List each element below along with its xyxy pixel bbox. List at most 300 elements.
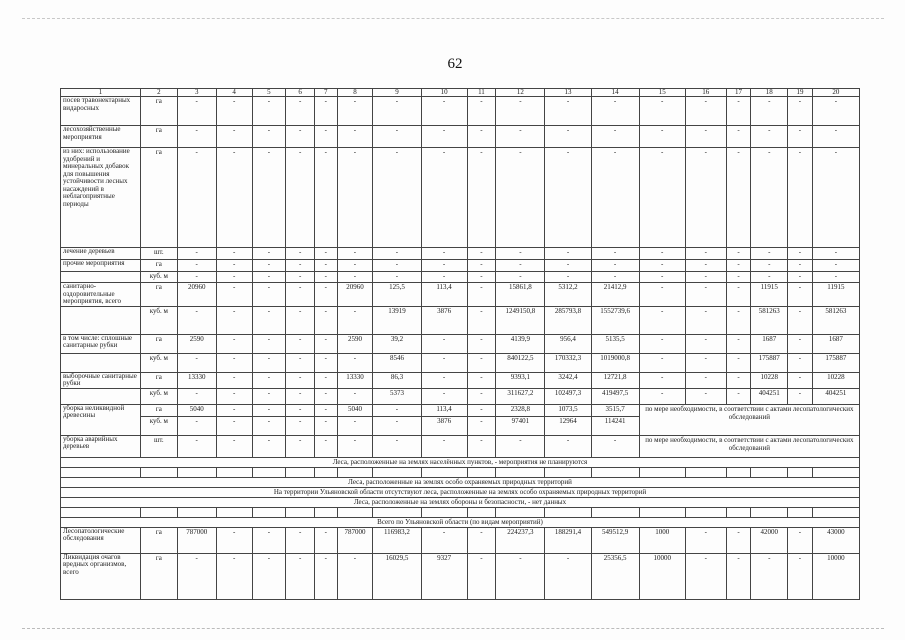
scan-edge-bottom [22,628,884,629]
value-cell: - [337,416,373,435]
value-cell: - [252,388,286,404]
blank-cell [639,507,685,517]
blank-cell [496,507,545,517]
blank-cell [685,467,726,477]
value-cell: - [177,126,216,148]
row-label: из них: использование удобрений и минеральных добавок для повышения устойчивости лесных насаждений в неблагоприятные периоды [61,148,141,248]
blank-cell [373,507,421,517]
unit-cell: шт. [140,435,177,457]
value-cell: - [373,148,421,248]
value-cell: - [315,260,338,272]
value-cell: - [286,248,315,260]
blank-cell [373,467,421,477]
value-cell: - [216,126,252,148]
blank-cell [61,507,141,517]
value-cell: - [286,260,315,272]
value-cell: - [252,97,286,126]
value-cell: 1687 [751,334,788,353]
value-cell: - [315,416,338,435]
value-cell: 13919 [373,306,421,334]
column-number-13: 13 [545,89,591,97]
measure-row [61,353,860,372]
value-cell: 1019000,8 [591,353,639,372]
section-heading: Леса, расположенные на землях обороны и безопасности, - нет данных [61,497,860,507]
value-cell: - [177,388,216,404]
value-cell: - [252,435,286,457]
row-label: уборка аварийных деревьев [61,435,141,457]
blank-cell [591,507,639,517]
value-cell: - [467,283,496,307]
column-number-15: 15 [639,89,685,97]
measure-row [61,283,860,307]
value-cell: - [496,97,545,126]
value-cell: 9327 [421,553,467,599]
value-cell: - [685,97,726,126]
column-number-2: 2 [140,89,177,97]
blank-cell [812,507,859,517]
value-cell: - [467,248,496,260]
value-cell: - [315,97,338,126]
blank-cell [751,507,788,517]
value-cell: - [177,97,216,126]
value-cell: - [726,306,751,334]
unit-cell: куб. м [140,416,177,435]
total-row [61,527,860,553]
value-cell: - [467,404,496,416]
value-cell: - [467,148,496,248]
value-cell: - [496,248,545,260]
emergency-trees-row [61,435,860,457]
value-cell: - [421,372,467,388]
blank-cell [726,467,751,477]
blank-cell [216,507,252,517]
value-cell: - [545,126,591,148]
value-cell: - [252,148,286,248]
row-label [61,272,141,283]
row-label: в том числе: сплошные санитарные рубки [61,334,141,353]
value-cell: - [591,126,639,148]
blank-cell [177,507,216,517]
blank-cell [591,467,639,477]
value-cell: 9393,1 [496,372,545,388]
value-cell: - [177,435,216,457]
row-label: Лесопатологические обследования [61,527,141,553]
value-cell: - [286,353,315,372]
value-cell: - [373,97,421,126]
row-label: лечение деревьев [61,248,141,260]
value-cell: - [496,272,545,283]
value-cell: - [639,248,685,260]
section-heading-row [61,477,860,487]
value-cell: - [812,260,859,272]
value-cell: - [421,272,467,283]
measure-row [61,126,860,148]
value-cell: - [812,97,859,126]
row-label [61,306,141,334]
value-cell: - [726,553,751,599]
value-cell: 39,2 [373,334,421,353]
value-cell: - [591,97,639,126]
column-number-1: 1 [61,89,141,97]
measure-row [61,272,860,283]
value-cell: - [286,306,315,334]
value-cell: - [252,404,286,416]
value-cell: - [812,272,859,283]
column-number-17: 17 [726,89,751,97]
column-number-6: 6 [286,89,315,97]
blank-cell [315,507,338,517]
value-cell: 1249150,8 [496,306,545,334]
column-number-18: 18 [751,89,788,97]
blank-cell [177,467,216,477]
blank-cell [61,467,141,477]
value-cell: - [252,553,286,599]
value-cell: - [496,148,545,248]
value-cell: - [467,353,496,372]
blank-cell [252,507,286,517]
blank-cell [726,507,751,517]
value-cell: - [216,404,252,416]
blank-cell [252,467,286,477]
value-cell: - [337,148,373,248]
value-cell: - [216,260,252,272]
value-cell: - [726,527,751,553]
section-heading-row [61,497,860,507]
value-cell: 20960 [177,283,216,307]
value-cell: 12964 [545,416,591,435]
value-cell: 86,3 [373,372,421,388]
value-cell: - [315,435,338,457]
value-cell: - [726,126,751,148]
value-cell: - [337,126,373,148]
unit-cell: куб. м [140,388,177,404]
value-cell: - [685,353,726,372]
value-cell: - [496,553,545,599]
column-number-9: 9 [373,89,421,97]
value-cell: - [421,148,467,248]
value-cell: - [177,148,216,248]
value-cell: - [788,372,813,388]
value-cell: - [216,272,252,283]
measure-row [61,388,860,404]
total-row [61,553,860,599]
value-cell: - [467,553,496,599]
value-cell: - [421,97,467,126]
value-cell: - [591,435,639,457]
row-label [61,388,141,404]
value-cell: - [639,353,685,372]
value-cell: 175887 [751,353,788,372]
value-cell: - [591,148,639,248]
row-label: лесохозяйственные мероприятия [61,126,141,148]
blank-cell [788,467,813,477]
blank-cell [140,467,177,477]
value-cell: - [421,126,467,148]
value-cell: - [315,248,338,260]
value-cell: 1000 [639,527,685,553]
value-cell: - [726,372,751,388]
value-cell: - [726,148,751,248]
value-cell: 11915 [812,283,859,307]
value-cell: - [216,372,252,388]
value-cell: - [286,404,315,416]
value-cell: - [373,126,421,148]
value-cell: - [216,97,252,126]
row-label: уборка неликвидной древесины [61,404,141,435]
blank-row [61,467,860,477]
value-cell: - [467,372,496,388]
value-cell: - [421,527,467,553]
value-cell: - [315,126,338,148]
value-cell: 11915 [751,283,788,307]
value-cell: - [788,126,813,148]
value-cell: - [685,306,726,334]
value-cell: 25356,5 [591,553,639,599]
value-cell: 4139,9 [496,334,545,353]
section-heading: Леса, расположенные на землях населённых пунктов, - мероприятия не планируются [61,457,860,467]
value-cell: 170332,3 [545,353,591,372]
value-cell: - [788,148,813,248]
value-cell: - [812,248,859,260]
value-cell: - [639,260,685,272]
blank-cell [337,467,373,477]
value-cell: - [685,372,726,388]
blank-row [61,507,860,517]
value-cell: - [788,553,813,599]
value-cell: - [639,97,685,126]
value-cell: - [751,272,788,283]
value-cell: - [252,126,286,148]
value-cell: - [812,126,859,148]
section-heading: На территории Ульяновской области отсутствуют леса, расположенные на землях особо охраняемых природных территорий [61,487,860,497]
value-cell: - [726,334,751,353]
value-cell: - [177,272,216,283]
blank-cell [337,507,373,517]
value-cell: - [286,388,315,404]
column-number-5: 5 [252,89,286,97]
neliquid-cleanup-row [61,404,860,416]
value-cell: - [751,126,788,148]
value-cell: 5135,5 [591,334,639,353]
value-cell: - [177,553,216,599]
value-cell: - [421,388,467,404]
value-cell: - [315,306,338,334]
value-cell: - [685,272,726,283]
value-cell: - [216,553,252,599]
value-cell: 102497,3 [545,388,591,404]
value-cell: - [252,353,286,372]
value-cell: - [216,306,252,334]
unit-cell: га [140,553,177,599]
value-cell: 42000 [751,527,788,553]
value-cell: - [726,388,751,404]
row-label: выборочные санитарные рубки [61,372,141,388]
value-cell: - [252,260,286,272]
value-cell: - [591,272,639,283]
blank-cell [421,467,467,477]
column-number-12: 12 [496,89,545,97]
value-cell: - [639,334,685,353]
value-cell: - [788,353,813,372]
value-cell: - [373,260,421,272]
value-cell: 3876 [421,306,467,334]
value-cell: - [812,148,859,248]
value-cell: - [286,416,315,435]
value-cell: - [252,272,286,283]
blank-cell [140,507,177,517]
value-cell: - [216,435,252,457]
value-cell: - [685,527,726,553]
blank-cell [467,507,496,517]
value-cell: - [337,248,373,260]
value-cell: 21412,9 [591,283,639,307]
value-cell: - [216,416,252,435]
value-cell: - [467,527,496,553]
value-cell: 175887 [812,353,859,372]
value-cell: 1073,5 [545,404,591,416]
unit-cell: га [140,334,177,353]
value-cell: - [639,306,685,334]
value-cell: 10228 [751,372,788,388]
value-cell: - [252,334,286,353]
value-cell: - [286,435,315,457]
value-cell: - [337,260,373,272]
value-cell: - [286,372,315,388]
row-label: прочие мероприятия [61,260,141,272]
value-cell: - [286,334,315,353]
section-heading: Леса, расположенные на землях особо охраняемых природных территорий [61,477,860,487]
blank-cell [315,467,338,477]
value-cell: - [286,272,315,283]
section-heading-row [61,457,860,467]
value-cell: - [467,272,496,283]
value-cell: - [685,126,726,148]
value-cell: - [545,553,591,599]
value-cell: - [216,248,252,260]
value-cell: - [726,283,751,307]
value-cell: 10228 [812,372,859,388]
value-cell: - [337,272,373,283]
value-cell: - [685,260,726,272]
value-cell: 2590 [337,334,373,353]
value-cell: 113,4 [421,404,467,416]
value-cell: - [337,553,373,599]
value-cell: 114241 [591,416,639,435]
value-cell: - [545,148,591,248]
value-cell: - [726,248,751,260]
value-cell: - [726,97,751,126]
value-cell: - [639,272,685,283]
value-cell: - [373,272,421,283]
value-cell: - [788,248,813,260]
value-cell: - [286,97,315,126]
row-label [61,353,141,372]
measure-row [61,260,860,272]
measure-row [61,306,860,334]
value-cell: - [467,260,496,272]
measure-row [61,248,860,260]
value-cell: - [751,260,788,272]
value-cell: - [467,306,496,334]
value-cell: - [685,283,726,307]
value-cell: - [177,416,216,435]
unit-cell: га [140,260,177,272]
blank-cell [216,467,252,477]
value-cell: - [177,260,216,272]
value-cell: - [421,334,467,353]
value-cell: 16029,5 [373,553,421,599]
value-cell: - [591,260,639,272]
unit-cell: га [140,126,177,148]
column-number-16: 16 [685,89,726,97]
row-label: Ликвидация очагов вредных организмов, всего [61,553,141,599]
value-cell: - [337,353,373,372]
blank-cell [286,467,315,477]
unit-cell: га [140,283,177,307]
value-cell: 2328,8 [496,404,545,416]
section-heading-row [61,517,860,527]
row-label: санитарно-оздоровительные мероприятия, всего [61,283,141,307]
acts-note: по мере необходимости, в соответствии с актами лесопатологических обследований [639,404,859,435]
value-cell: - [216,388,252,404]
value-cell: - [177,248,216,260]
value-cell: - [467,126,496,148]
value-cell: - [252,306,286,334]
blank-cell [545,467,591,477]
value-cell: - [788,306,813,334]
header-row [61,89,860,97]
unit-cell: шт. [140,248,177,260]
value-cell: - [751,248,788,260]
value-cell: - [216,353,252,372]
page-number: 62 [447,56,463,72]
column-number-20: 20 [812,89,859,97]
value-cell: - [685,248,726,260]
value-cell: 5312,2 [545,283,591,307]
value-cell: 12721,8 [591,372,639,388]
value-cell: - [591,248,639,260]
value-cell: - [286,283,315,307]
measure-row [61,148,860,248]
blank-cell [639,467,685,477]
value-cell: - [252,283,286,307]
value-cell: - [315,334,338,353]
forest-measures-table [60,88,860,600]
value-cell: - [216,283,252,307]
value-cell: - [726,353,751,372]
value-cell: - [788,272,813,283]
value-cell: - [788,260,813,272]
column-number-19: 19 [788,89,813,97]
value-cell: - [216,148,252,248]
value-cell: - [467,416,496,435]
value-cell: - [685,388,726,404]
value-cell: 404251 [751,388,788,404]
value-cell: 549512,9 [591,527,639,553]
value-cell: 113,4 [421,283,467,307]
value-cell: - [337,97,373,126]
value-cell: - [373,435,421,457]
column-number-10: 10 [421,89,467,97]
value-cell: 13330 [337,372,373,388]
value-cell: - [788,283,813,307]
value-cell: - [421,353,467,372]
value-cell: 404251 [812,388,859,404]
value-cell: 311627,2 [496,388,545,404]
value-cell: 20960 [337,283,373,307]
value-cell: 3515,7 [591,404,639,416]
value-cell: - [685,334,726,353]
